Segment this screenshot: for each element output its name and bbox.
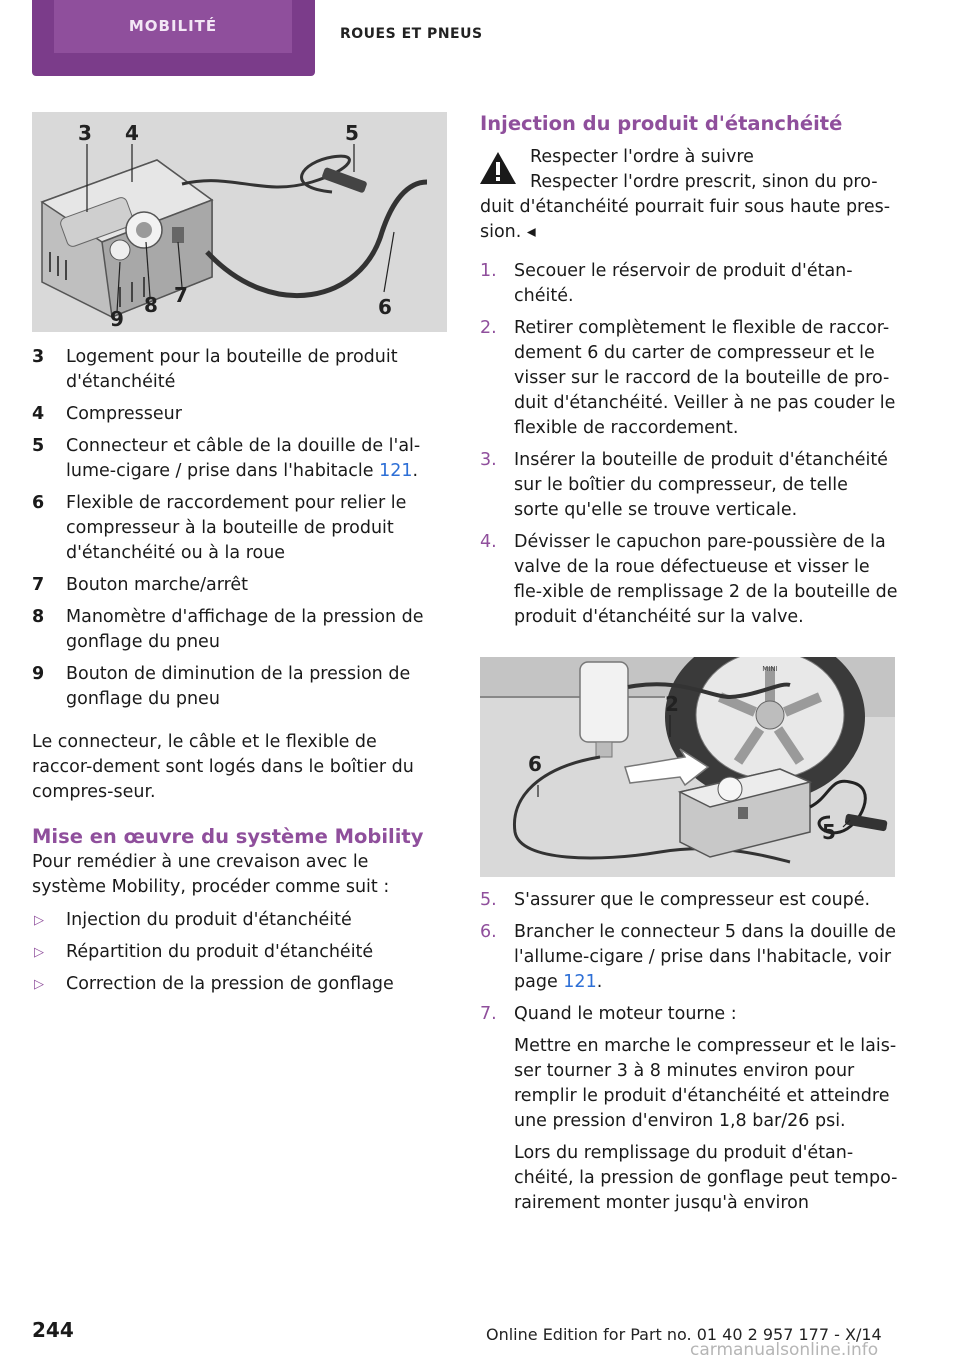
mini-logo: MINI	[762, 665, 778, 673]
legend-item: 9 Bouton de diminution de la pression de gonflage du pneu	[32, 664, 411, 709]
triangle-bullet-icon: ▷	[34, 913, 44, 928]
storage-note: Le connecteur, le câble et le flexible de raccor-dement sont logés dans le boîtier du compres-seur.	[32, 732, 414, 802]
list-item: ▷ Injection du produit d'étanchéité	[32, 908, 442, 933]
page-reference-link[interactable]: 121	[379, 461, 413, 481]
fig2-label-2: 2	[665, 692, 679, 716]
step7-paragraph: Mettre en marche le compresseur et le lais-ser tourner 3 à 8 minutes environ pour remplir le produit d'étanchéité et atteindre une pression d'environ 1,8 bar/26 psi.	[514, 1036, 897, 1131]
fig1-label-8: 8	[144, 293, 158, 317]
compressor-figure	[32, 112, 447, 332]
page-reference-link[interactable]: 121	[563, 972, 597, 992]
edition-note: Online Edition for Part no. 01 40 2 957 177 - X/14	[486, 1325, 882, 1344]
section-title: MOBILITÉ	[54, 0, 292, 53]
list-item: ▷ Répartition du produit d'étanchéité	[32, 940, 442, 965]
step-item: 4. Dévisser le capuchon pare-poussière de la valve de la roue défectueuse et visser le fle-xible de remplissage 2 de la bouteille de produit d'étanchéité sur la valve.	[480, 532, 898, 627]
fig1-label-4: 4	[125, 121, 139, 145]
subsection-title: ROUES ET PNEUS	[340, 26, 483, 42]
fig2-label-6: 6	[528, 752, 542, 776]
legend-list	[32, 345, 442, 997]
section-heading-injection: Injection du produit d'étanchéité	[480, 112, 843, 135]
watermark: carmanualsonline.info	[690, 1340, 879, 1360]
triangle-bullet-icon: ▷	[34, 945, 44, 960]
end-mark-icon: ◂	[526, 222, 536, 242]
fig1-label-6: 6	[378, 295, 392, 319]
fig1-label-5: 5	[345, 121, 359, 145]
legend-item: 4 Compresseur	[32, 404, 182, 424]
legend-item: 7 Bouton marche/arrêt	[32, 575, 249, 595]
fig1-label-7: 7	[174, 283, 188, 307]
injection-section	[480, 110, 898, 630]
section-heading-mobility: Mise en œuvre du système Mobility	[32, 825, 424, 848]
step-item: 6. Brancher le connecteur 5 dans la douille de l'allume-cigare / prise dans l'habitacle, voir page 121.	[480, 922, 896, 992]
legend-item: 5 Connecteur et câble de la douille de l'al-lume-cigare / prise dans l'habitacle 121.	[32, 436, 421, 481]
warning-title: Respecter l'ordre à suivre	[530, 147, 754, 167]
warning-triangle-icon	[478, 150, 518, 186]
step-item: 3. Insérer la bouteille de produit d'étanchéité sur le boîtier du compresseur, de telle sorte qu'elle se trouve verticale.	[480, 450, 888, 520]
injection-steps-continued	[480, 888, 898, 1216]
step-item: 7. Quand le moteur tourne :	[480, 1004, 737, 1024]
step7-paragraph: Lors du remplissage du produit d'étan-chéité, la pression de gonflage peut tempo-rairement monter jusqu'à environ	[514, 1143, 898, 1213]
step-item: 1. Secouer le réservoir de produit d'étan-chéité.	[480, 261, 853, 306]
legend-item: 3 Logement pour la bouteille de produit d'étanchéité	[32, 347, 398, 392]
step-item: 5. S'assurer que le compresseur est coupé.	[480, 890, 871, 910]
mobility-intro: Pour remédier à une crevaison avec le système Mobility, procéder comme suit :	[32, 852, 390, 897]
sealant-injection-figure	[480, 657, 895, 877]
list-item: ▷ Correction de la pression de gonflage	[32, 972, 442, 997]
fig1-label-3: 3	[78, 121, 92, 145]
triangle-bullet-icon: ▷	[34, 977, 44, 992]
legend-item: 6 Flexible de raccordement pour relier le compresseur à la bouteille de produit d'étanchéité ou à la roue	[32, 493, 407, 563]
step-item: 2. Retirer complètement le flexible de raccor-dement 6 du carter de compresseur et le visser sur le raccord de la bouteille de pro-duit d'étanchéité. Veiller à ne pas couder le flexible de raccordement.	[480, 318, 896, 438]
fig1-label-9: 9	[110, 307, 124, 331]
warning-text: Respecter l'ordre prescrit, sinon du pro-duit d'étanchéité pourrait fuir sous haute pres-sion. ◂	[480, 172, 891, 242]
page-number: 244	[32, 1318, 74, 1342]
fig2-label-5: 5	[822, 820, 836, 844]
legend-item: 8 Manomètre d'affichage de la pression de gonflage du pneu	[32, 607, 424, 652]
